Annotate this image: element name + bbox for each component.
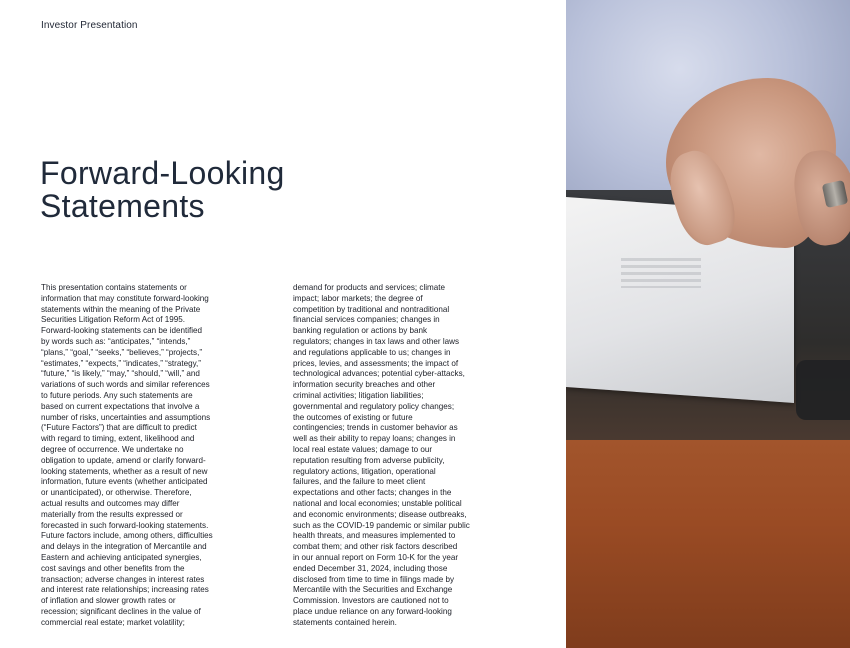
body-text-line: disclosed from time to time in filings made by [293,574,455,584]
laptop-shape [796,360,850,420]
body-text-line: reputation resulting from adverse publicity, [293,455,445,465]
body-text-line: “plans,” “goal,” “seeks,” “believes,” “projects,” [41,347,203,357]
body-text-line: expectations and other facts; changes in the [293,488,452,498]
body-text-line: financial services companies; changes in [293,315,440,325]
body-text-line: variations of such words and similar references [41,380,210,390]
body-text-line: This presentation contains statements or [41,283,187,292]
body-text-line: Forward-looking statements can be identified [41,326,203,336]
body-text-line: combat them; and other risk factors described [293,542,458,552]
body-text-line: Eastern and achieving anticipated synergies, [41,552,202,562]
body-text-line: Securities Litigation Reform Act of 1995. [41,315,185,325]
body-text-line: Future factors include, among others, difficulties [41,531,213,541]
body-text-line: “estimates,” “expects,” “indicates,” “strategy,” [41,358,201,368]
body-text-line: impact; labor markets; the degree of [293,293,423,303]
page-title-line-1: Forward-Looking [40,155,285,191]
body-text-line: commercial real estate; market volatility; [41,617,185,627]
body-text-line: of inflation and slower growth rates or [41,596,176,606]
body-text-line: actual results and outcomes may differ [41,498,180,508]
body-text-line: and interest rate relationships; increasing rates [41,585,209,595]
body-text-line: (“Future Factors”) that are difficult to predict [41,423,197,433]
body-text-line: ended December 31, 2024, including those [293,563,448,573]
body-text-line: technological advances; potential cyber-attacks, [293,369,465,379]
body-text-line: based on current expectations that involve a [41,401,200,411]
body-text-line: recession; significant declines in the value of [41,606,201,616]
body-text-line: national and local economies; unstable political [293,498,462,508]
hand-holding-document-photo [566,0,850,648]
body-text-line: information that may constitute forward-looking [41,293,209,303]
body-text-line: governmental and regulatory policy changes; [293,401,455,411]
body-text-line: materially from the results expressed or [41,509,183,519]
page-header-label: Investor Presentation [41,20,138,31]
body-text-line: failures, and the failure to meet client [293,477,426,487]
body-text-line: health threats, and measures implemented to [293,531,456,541]
body-text-line: the outcomes of existing or future [293,412,413,422]
body-text-line: Mercantile with the Securities and Exchange [293,585,453,595]
body-text-line: and regulations applicable to us; changes in [293,347,451,357]
wooden-table [566,440,850,648]
body-text-line: and delays in the integration of Mercantile and [41,542,207,552]
body-text-line: looking statements, whether as a result of new [41,466,208,476]
body-column-right [293,283,513,629]
body-text-line: in our annual report on Form 10-K for the year [293,552,459,562]
body-text-line: regulatory actions, litigation, operational [293,466,436,476]
ring [822,180,849,208]
body-text-line: obligation to update, amend or clarify forward- [41,455,206,465]
body-text-line: local real estate values; damage to our [293,444,433,454]
body-text-line: degree of occurrence. We undertake no [41,444,184,454]
body-text-line: number of risks, uncertainties and assumptions [41,412,211,422]
paper-text-lines [621,258,701,288]
body-text-line: or unanticipated), or otherwise. Therefore, [41,488,192,498]
body-text-line: forecasted in such forward-looking statements. [41,520,209,530]
body-text-line: and economic environments; disease outbreaks, [293,509,467,519]
body-text-line: contingencies; trends in customer behavior as [293,423,458,433]
body-text-line: statements contained herein. [293,617,397,627]
page-title [40,157,420,223]
body-text-line: prices, levies, and assessments; the impact of [293,358,459,368]
body-text-line: “future,” “is likely,” “may,” “should,” “will,” and [41,369,200,379]
page-title-line-2: Statements [40,188,205,224]
body-text-line: regulators; changes in tax laws and other laws [293,336,460,346]
body-text-line: transaction; adverse changes in interest rates [41,574,205,584]
body-text-line: demand for products and services; climate [293,283,446,292]
body-text-line: Commission. Investors are cautioned not to [293,596,449,606]
body-text-line: place undue reliance on any forward-looking [293,606,452,616]
body-text-line: information security breaches and other [293,380,436,390]
body-text-line: by words such as: “anticipates,” “intends,” [41,336,191,346]
body-column-left [41,283,259,629]
body-text-line: statements within the meaning of the Private [41,304,201,314]
body-text-line: criminal activities; litigation liabilities; [293,390,424,400]
body-text-line: competition by traditional and nontraditional [293,304,450,314]
body-text-line: cost savings and other benefits from the [41,563,185,573]
body-text-line: with regard to timing, extent, likelihood and [41,434,195,444]
body-text-line: such as the COVID-19 pandemic or similar public [293,520,470,530]
body-text-line: to future periods. Any such statements are [41,390,193,400]
body-text-line: information, future events (whether anticipated [41,477,208,487]
body-text-line: well as their ability to repay loans; changes in [293,434,456,444]
body-text-line: banking regulation or actions by bank [293,326,428,336]
